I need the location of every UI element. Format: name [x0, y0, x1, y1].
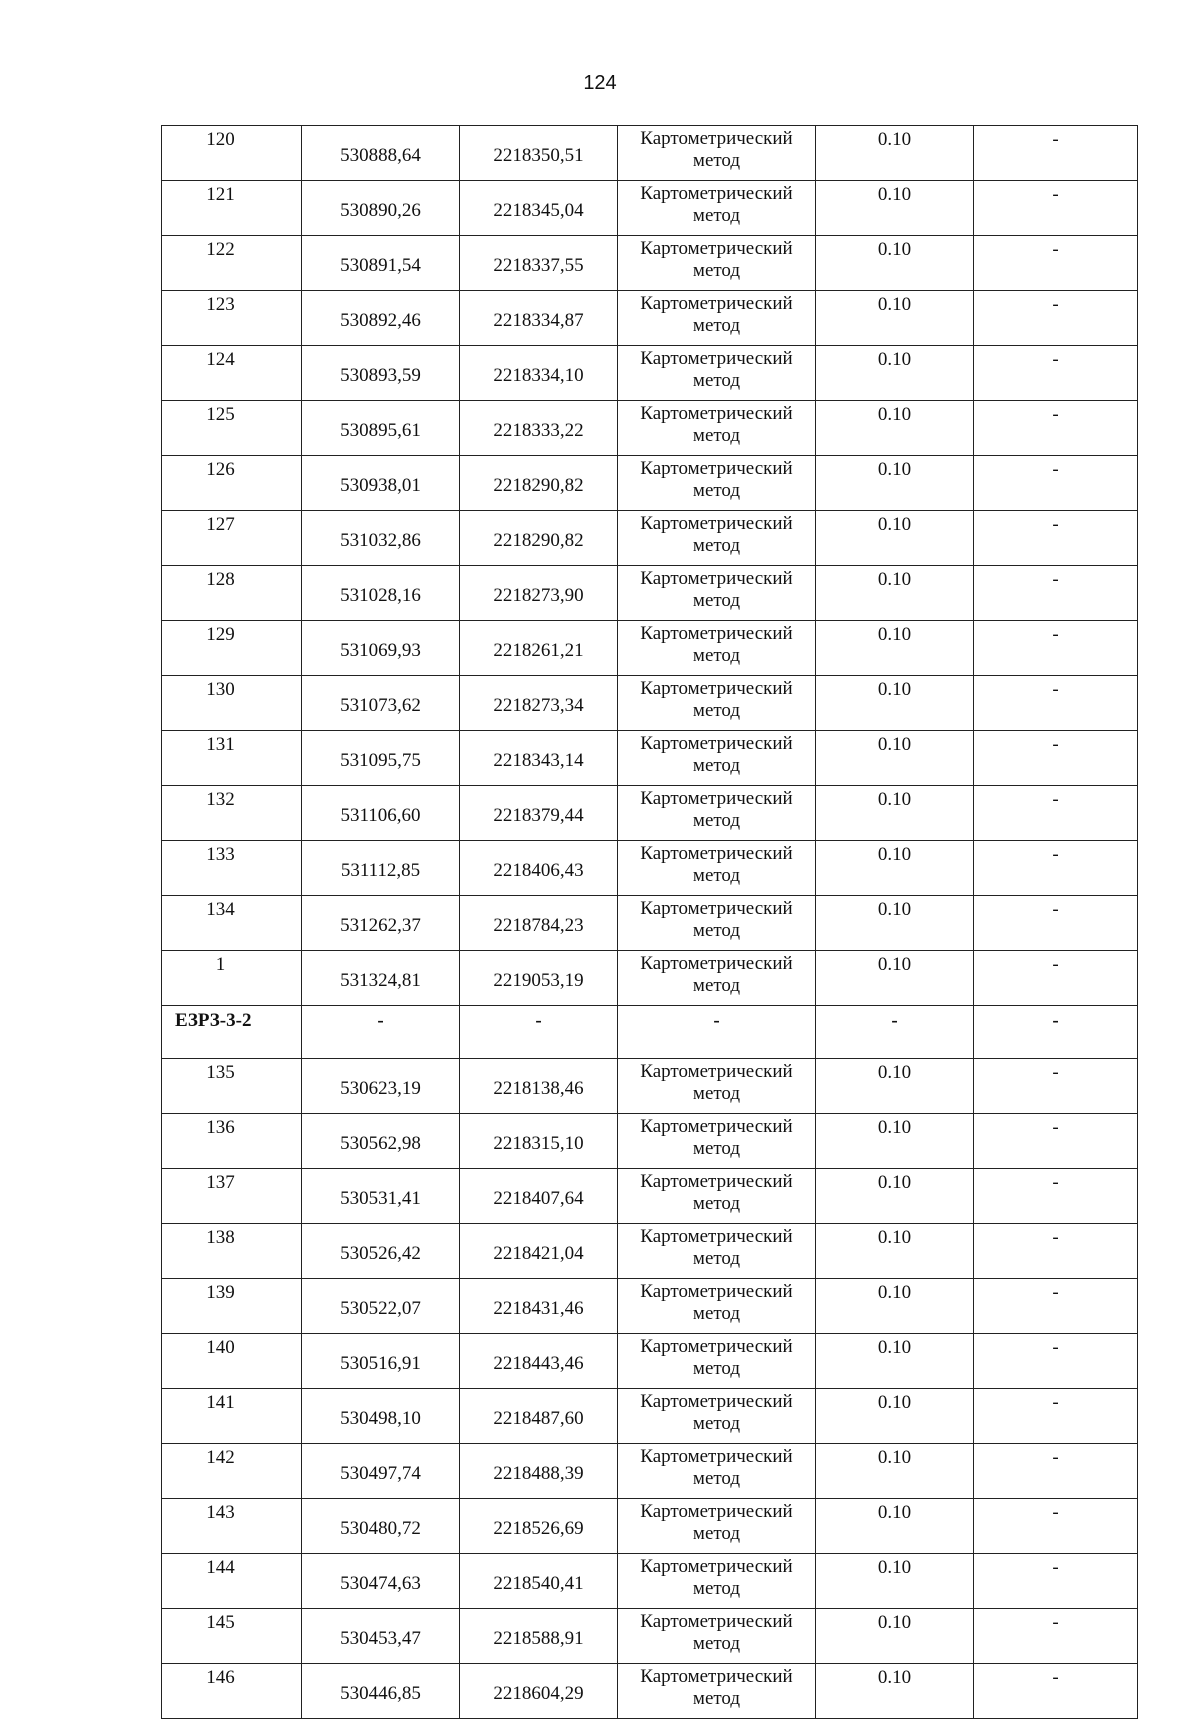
method-cell: Картометрический метод: [618, 291, 816, 346]
section-dash-cell: -: [460, 1006, 618, 1059]
coord-y-cell: 2218407,64: [460, 1169, 618, 1224]
note-cell: -: [974, 1664, 1138, 1719]
accuracy-cell: 0.10: [816, 786, 974, 841]
method-cell: Картометрический метод: [618, 841, 816, 896]
note-cell: -: [974, 621, 1138, 676]
note-cell: -: [974, 676, 1138, 731]
point-number-cell: 145: [162, 1609, 302, 1664]
coord-x-cell: 530890,26: [302, 181, 460, 236]
note-cell: -: [974, 401, 1138, 456]
note-cell: -: [974, 786, 1138, 841]
method-cell: Картометрический метод: [618, 896, 816, 951]
coord-y-cell: 2218350,51: [460, 126, 618, 181]
method-cell: Картометрический метод: [618, 126, 816, 181]
note-cell: -: [974, 1169, 1138, 1224]
method-cell: Картометрический метод: [618, 511, 816, 566]
coord-x-cell: 530562,98: [302, 1114, 460, 1169]
note-cell: -: [974, 731, 1138, 786]
accuracy-cell: 0.10: [816, 1444, 974, 1499]
accuracy-cell: 0.10: [816, 126, 974, 181]
table-row: [162, 566, 1138, 621]
accuracy-cell: 0.10: [816, 566, 974, 621]
coord-y-cell: 2218443,46: [460, 1334, 618, 1389]
accuracy-cell: 0.10: [816, 621, 974, 676]
point-number-cell: 130: [162, 676, 302, 731]
coord-x-cell: 530938,01: [302, 456, 460, 511]
note-cell: -: [974, 1059, 1138, 1114]
table-row: [162, 126, 1138, 181]
coord-y-cell: 2218315,10: [460, 1114, 618, 1169]
accuracy-cell: 0.10: [816, 1389, 974, 1444]
coord-x-cell: 530891,54: [302, 236, 460, 291]
point-number-cell: 122: [162, 236, 302, 291]
table-row: [162, 236, 1138, 291]
method-cell: Картометрический метод: [618, 951, 816, 1006]
method-cell: Картометрический метод: [618, 456, 816, 511]
point-number-cell: 138: [162, 1224, 302, 1279]
accuracy-cell: 0.10: [816, 1664, 974, 1719]
point-number-cell: 136: [162, 1114, 302, 1169]
method-cell: Картометрический метод: [618, 1114, 816, 1169]
coordinates-table: [161, 125, 1138, 1719]
coord-x-cell: 530497,74: [302, 1444, 460, 1499]
table-row: [162, 786, 1138, 841]
accuracy-cell: 0.10: [816, 236, 974, 291]
note-cell: -: [974, 1334, 1138, 1389]
coord-x-cell: 531095,75: [302, 731, 460, 786]
coord-x-cell: 530526,42: [302, 1224, 460, 1279]
accuracy-cell: 0.10: [816, 181, 974, 236]
coord-x-cell: 530895,61: [302, 401, 460, 456]
coord-x-cell: 530888,64: [302, 126, 460, 181]
coord-y-cell: 2218343,14: [460, 731, 618, 786]
coord-y-cell: 2219053,19: [460, 951, 618, 1006]
coord-x-cell: 531262,37: [302, 896, 460, 951]
accuracy-cell: 0.10: [816, 1059, 974, 1114]
method-cell: Картометрический метод: [618, 1059, 816, 1114]
method-cell: Картометрический метод: [618, 1554, 816, 1609]
coord-y-cell: 2218290,82: [460, 456, 618, 511]
note-cell: -: [974, 456, 1138, 511]
table-row: [162, 896, 1138, 951]
method-cell: Картометрический метод: [618, 1389, 816, 1444]
table-row: [162, 1389, 1138, 1444]
note-cell: -: [974, 1609, 1138, 1664]
accuracy-cell: 0.10: [816, 951, 974, 1006]
accuracy-cell: 0.10: [816, 1169, 974, 1224]
coord-x-cell: 531324,81: [302, 951, 460, 1006]
point-number-cell: 142: [162, 1444, 302, 1499]
coord-x-cell: 531032,86: [302, 511, 460, 566]
method-cell: Картометрический метод: [618, 1334, 816, 1389]
point-number-cell: 135: [162, 1059, 302, 1114]
accuracy-cell: 0.10: [816, 401, 974, 456]
accuracy-cell: 0.10: [816, 676, 974, 731]
accuracy-cell: 0.10: [816, 841, 974, 896]
coord-x-cell: 531073,62: [302, 676, 460, 731]
table-row: [162, 1114, 1138, 1169]
section-header-row: [162, 1006, 1138, 1059]
point-number-cell: 126: [162, 456, 302, 511]
note-cell: -: [974, 841, 1138, 896]
coord-x-cell: 530480,72: [302, 1499, 460, 1554]
note-cell: -: [974, 126, 1138, 181]
page-number: 124: [583, 72, 617, 94]
method-cell: Картометрический метод: [618, 566, 816, 621]
method-cell: Картометрический метод: [618, 1499, 816, 1554]
method-cell: Картометрический метод: [618, 1444, 816, 1499]
coord-x-cell: 531112,85: [302, 841, 460, 896]
coord-x-cell: 530892,46: [302, 291, 460, 346]
coord-x-cell: 530446,85: [302, 1664, 460, 1719]
accuracy-cell: 0.10: [816, 1609, 974, 1664]
coord-y-cell: 2218604,29: [460, 1664, 618, 1719]
method-cell: Картометрический метод: [618, 786, 816, 841]
coord-x-cell: 531069,93: [302, 621, 460, 676]
coord-y-cell: 2218273,90: [460, 566, 618, 621]
accuracy-cell: 0.10: [816, 1499, 974, 1554]
point-number-cell: 128: [162, 566, 302, 621]
coord-y-cell: 2218588,91: [460, 1609, 618, 1664]
table-row: [162, 291, 1138, 346]
table-row: [162, 1664, 1138, 1719]
point-number-cell: 140: [162, 1334, 302, 1389]
note-cell: -: [974, 1499, 1138, 1554]
point-number-cell: 137: [162, 1169, 302, 1224]
section-dash-cell: -: [816, 1006, 974, 1059]
table-row: [162, 621, 1138, 676]
accuracy-cell: 0.10: [816, 896, 974, 951]
point-number-cell: 1: [162, 951, 302, 1006]
coord-y-cell: 2218540,41: [460, 1554, 618, 1609]
table-row: [162, 1059, 1138, 1114]
coord-x-cell: 530498,10: [302, 1389, 460, 1444]
point-number-cell: 132: [162, 786, 302, 841]
table-row: [162, 181, 1138, 236]
note-cell: -: [974, 951, 1138, 1006]
method-cell: Картометрический метод: [618, 676, 816, 731]
coord-y-cell: 2218406,43: [460, 841, 618, 896]
note-cell: -: [974, 346, 1138, 401]
coord-y-cell: 2218431,46: [460, 1279, 618, 1334]
point-number-cell: 131: [162, 731, 302, 786]
point-number-cell: 133: [162, 841, 302, 896]
method-cell: Картометрический метод: [618, 1664, 816, 1719]
section-dash-cell: -: [618, 1006, 816, 1059]
point-number-cell: 121: [162, 181, 302, 236]
table-row: [162, 841, 1138, 896]
table-row: [162, 1334, 1138, 1389]
point-number-cell: 124: [162, 346, 302, 401]
point-number-cell: 120: [162, 126, 302, 181]
coord-x-cell: 530623,19: [302, 1059, 460, 1114]
accuracy-cell: 0.10: [816, 346, 974, 401]
method-cell: Картометрический метод: [618, 401, 816, 456]
table-row: [162, 511, 1138, 566]
method-cell: Картометрический метод: [618, 1169, 816, 1224]
table-row: [162, 1444, 1138, 1499]
note-cell: -: [974, 566, 1138, 621]
coord-x-cell: 530474,63: [302, 1554, 460, 1609]
note-cell: -: [974, 1554, 1138, 1609]
point-number-cell: 123: [162, 291, 302, 346]
accuracy-cell: 0.10: [816, 1224, 974, 1279]
note-cell: -: [974, 1279, 1138, 1334]
accuracy-cell: 0.10: [816, 511, 974, 566]
coord-y-cell: 2218261,21: [460, 621, 618, 676]
table-row: [162, 1224, 1138, 1279]
note-cell: -: [974, 511, 1138, 566]
method-cell: Картометрический метод: [618, 621, 816, 676]
accuracy-cell: 0.10: [816, 1114, 974, 1169]
note-cell: -: [974, 1114, 1138, 1169]
coord-y-cell: 2218345,04: [460, 181, 618, 236]
method-cell: Картометрический метод: [618, 181, 816, 236]
note-cell: -: [974, 896, 1138, 951]
accuracy-cell: 0.10: [816, 731, 974, 786]
table-row: [162, 456, 1138, 511]
section-dash-cell: -: [974, 1006, 1138, 1059]
point-number-cell: 141: [162, 1389, 302, 1444]
method-cell: Картометрический метод: [618, 236, 816, 291]
coord-y-cell: 2218334,87: [460, 291, 618, 346]
coord-y-cell: 2218290,82: [460, 511, 618, 566]
table-row: [162, 401, 1138, 456]
coord-y-cell: 2218379,44: [460, 786, 618, 841]
coord-y-cell: 2218421,04: [460, 1224, 618, 1279]
table-row: [162, 951, 1138, 1006]
table-row: [162, 1499, 1138, 1554]
method-cell: Картометрический метод: [618, 346, 816, 401]
coord-y-cell: 2218333,22: [460, 401, 618, 456]
coord-x-cell: 530893,59: [302, 346, 460, 401]
point-number-cell: 143: [162, 1499, 302, 1554]
coord-x-cell: 530531,41: [302, 1169, 460, 1224]
point-number-cell: 139: [162, 1279, 302, 1334]
coord-x-cell: 531106,60: [302, 786, 460, 841]
method-cell: Картометрический метод: [618, 1279, 816, 1334]
accuracy-cell: 0.10: [816, 291, 974, 346]
coord-y-cell: 2218138,46: [460, 1059, 618, 1114]
method-cell: Картометрический метод: [618, 1224, 816, 1279]
table-row: [162, 731, 1138, 786]
table-row: [162, 1169, 1138, 1224]
coord-x-cell: 530453,47: [302, 1609, 460, 1664]
table-row: [162, 1609, 1138, 1664]
table-row: [162, 676, 1138, 731]
note-cell: -: [974, 1224, 1138, 1279]
point-number-cell: 144: [162, 1554, 302, 1609]
accuracy-cell: 0.10: [816, 456, 974, 511]
note-cell: -: [974, 236, 1138, 291]
section-dash-cell: -: [302, 1006, 460, 1059]
note-cell: -: [974, 1444, 1138, 1499]
section-name: ЕЗРЗ-3-2: [162, 1006, 302, 1059]
coord-y-cell: 2218488,39: [460, 1444, 618, 1499]
coord-x-cell: 530516,91: [302, 1334, 460, 1389]
note-cell: -: [974, 181, 1138, 236]
accuracy-cell: 0.10: [816, 1334, 974, 1389]
point-number-cell: 129: [162, 621, 302, 676]
table-row: [162, 1554, 1138, 1609]
table-row: [162, 1279, 1138, 1334]
coord-y-cell: 2218273,34: [460, 676, 618, 731]
coord-y-cell: 2218337,55: [460, 236, 618, 291]
point-number-cell: 134: [162, 896, 302, 951]
coord-x-cell: 530522,07: [302, 1279, 460, 1334]
note-cell: -: [974, 1389, 1138, 1444]
point-number-cell: 125: [162, 401, 302, 456]
table-row: [162, 346, 1138, 401]
method-cell: Картометрический метод: [618, 731, 816, 786]
point-number-cell: 146: [162, 1664, 302, 1719]
point-number-cell: 127: [162, 511, 302, 566]
method-cell: Картометрический метод: [618, 1609, 816, 1664]
accuracy-cell: 0.10: [816, 1279, 974, 1334]
coordinates-table-body: [162, 126, 1138, 1719]
coord-x-cell: 531028,16: [302, 566, 460, 621]
coord-y-cell: 2218487,60: [460, 1389, 618, 1444]
coord-y-cell: 2218784,23: [460, 896, 618, 951]
note-cell: -: [974, 291, 1138, 346]
coord-y-cell: 2218334,10: [460, 346, 618, 401]
accuracy-cell: 0.10: [816, 1554, 974, 1609]
coord-y-cell: 2218526,69: [460, 1499, 618, 1554]
